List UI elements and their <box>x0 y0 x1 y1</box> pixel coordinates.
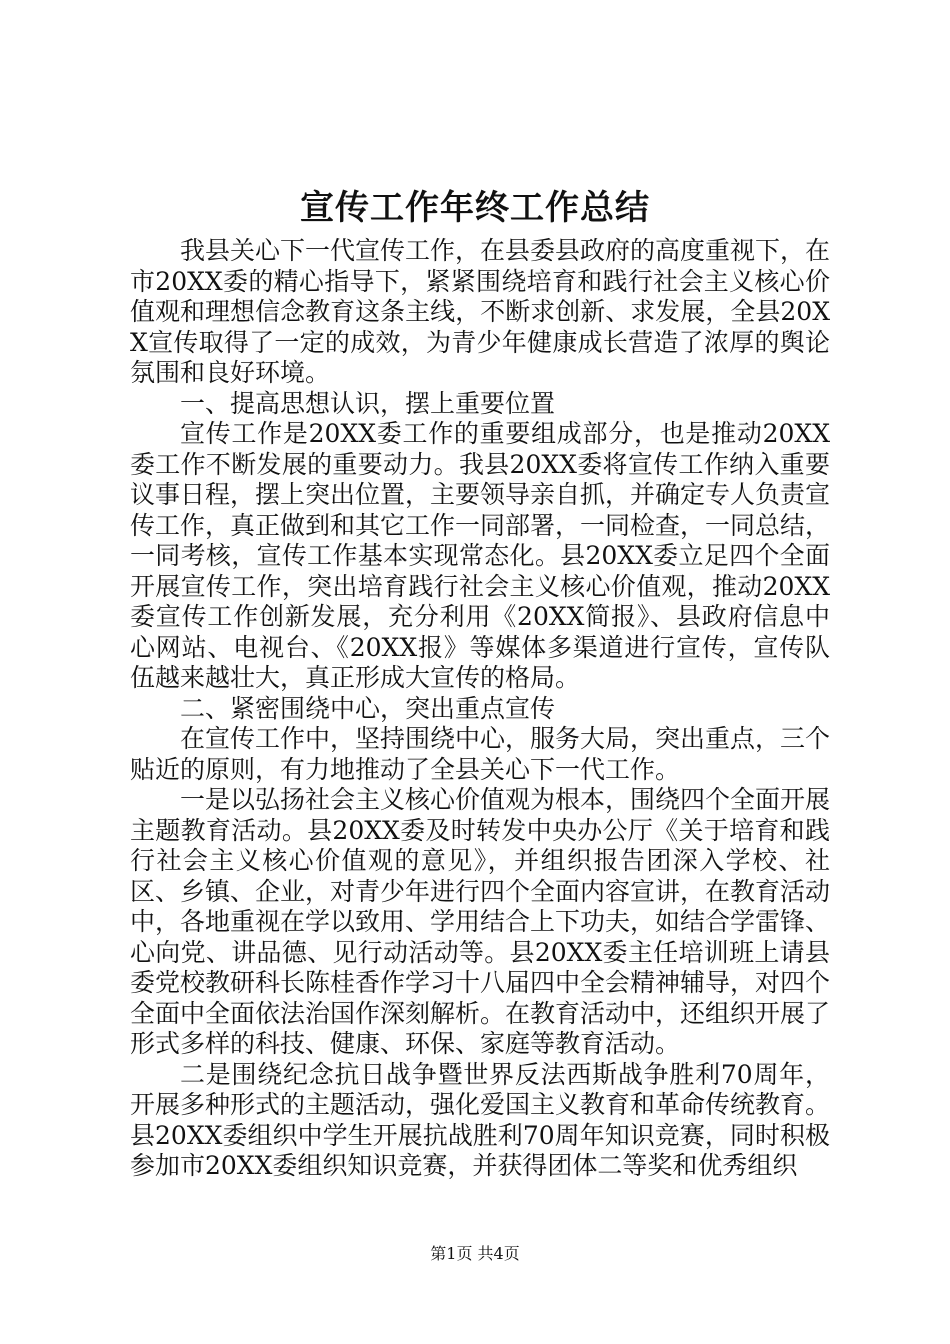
section-heading-1: 一、提高思想认识，摆上重要位置 <box>180 388 556 418</box>
section-heading-2: 二、紧密围绕中心，突出重点宣传 <box>180 693 556 723</box>
section-2-paragraph-1: 在宣传工作中，坚持围绕中心，服务大局，突出重点，三个贴近的原则，有力地推动了全县关心下一代工作。 <box>130 724 831 784</box>
document-body <box>130 236 830 1182</box>
document-title: 宣传工作年终工作总结 <box>300 188 650 228</box>
section-2-paragraph-2: 一是以弘扬社会主义核心价值观为根本，围绕四个全面开展主题教育活动。县20XX委及时转发中央办公厅《关于培育和践行社会主义核心价值观的意见》，并组织报告团深入学校、社区、乡镇、企业，对青少年进行四个全面内容宣讲，在教育活动中，各地重视在学以致用、学用结合上下功夫，如结合学雷锋、心向党、讲品德、见行动活动等。县20XX委主任培训班上请县委党校教研科长陈桂香作学习十八届四中全会精神辅导，对四个全面中全面依法治国作深刻解析。在教育活动中，还组织开展了形式多样的科技、健康、环保、家庭等教育活动。 <box>130 785 831 1058</box>
page-footer: 第1页 共4页 <box>430 1244 520 1263</box>
intro-paragraph: 我县关心下一代宣传工作，在县委县政府的高度重视下，在市20XX委的精心指导下，紧紧围绕培育和践行社会主义核心价值观和理想信念教育这条主线，不断求创新、求发展，全县20XX宣传取得了一定的成效，为青少年健康成长营造了浓厚的舆论氛围和良好环境。 <box>130 236 831 387</box>
section-1-paragraph: 宣传工作是20XX委工作的重要组成部分，也是推动20XX委工作不断发展的重要动力。我县20XX委将宣传工作纳入重要议事日程，摆上突出位置，主要领导亲自抓，并确定专人负责宣传工作，真正做到和其它工作一同部署，一同检查，一同总结，一同考核，宣传工作基本实现常态化。县20XX委立足四个全面开展宣传工作，突出培育践行社会主义核心价值观，推动20XX委宣传工作创新发展，充分利用《20XX简报》、县政府信息中心网站、电视台、《20XX报》等媒体多渠道进行宣传，宣传队伍越来越壮大，真正形成大宣传的格局。 <box>130 419 831 692</box>
section-2-paragraph-3: 二是围绕纪念抗日战争暨世界反法西斯战争胜利70周年，开展多种形式的主题活动，强化爱国主义教育和革命传统教育。县20XX委组织中学生开展抗战胜利70周年知识竞赛，同时积极参加市20XX委组织知识竞赛，并获得团体二等奖和优秀组织 <box>130 1059 831 1180</box>
